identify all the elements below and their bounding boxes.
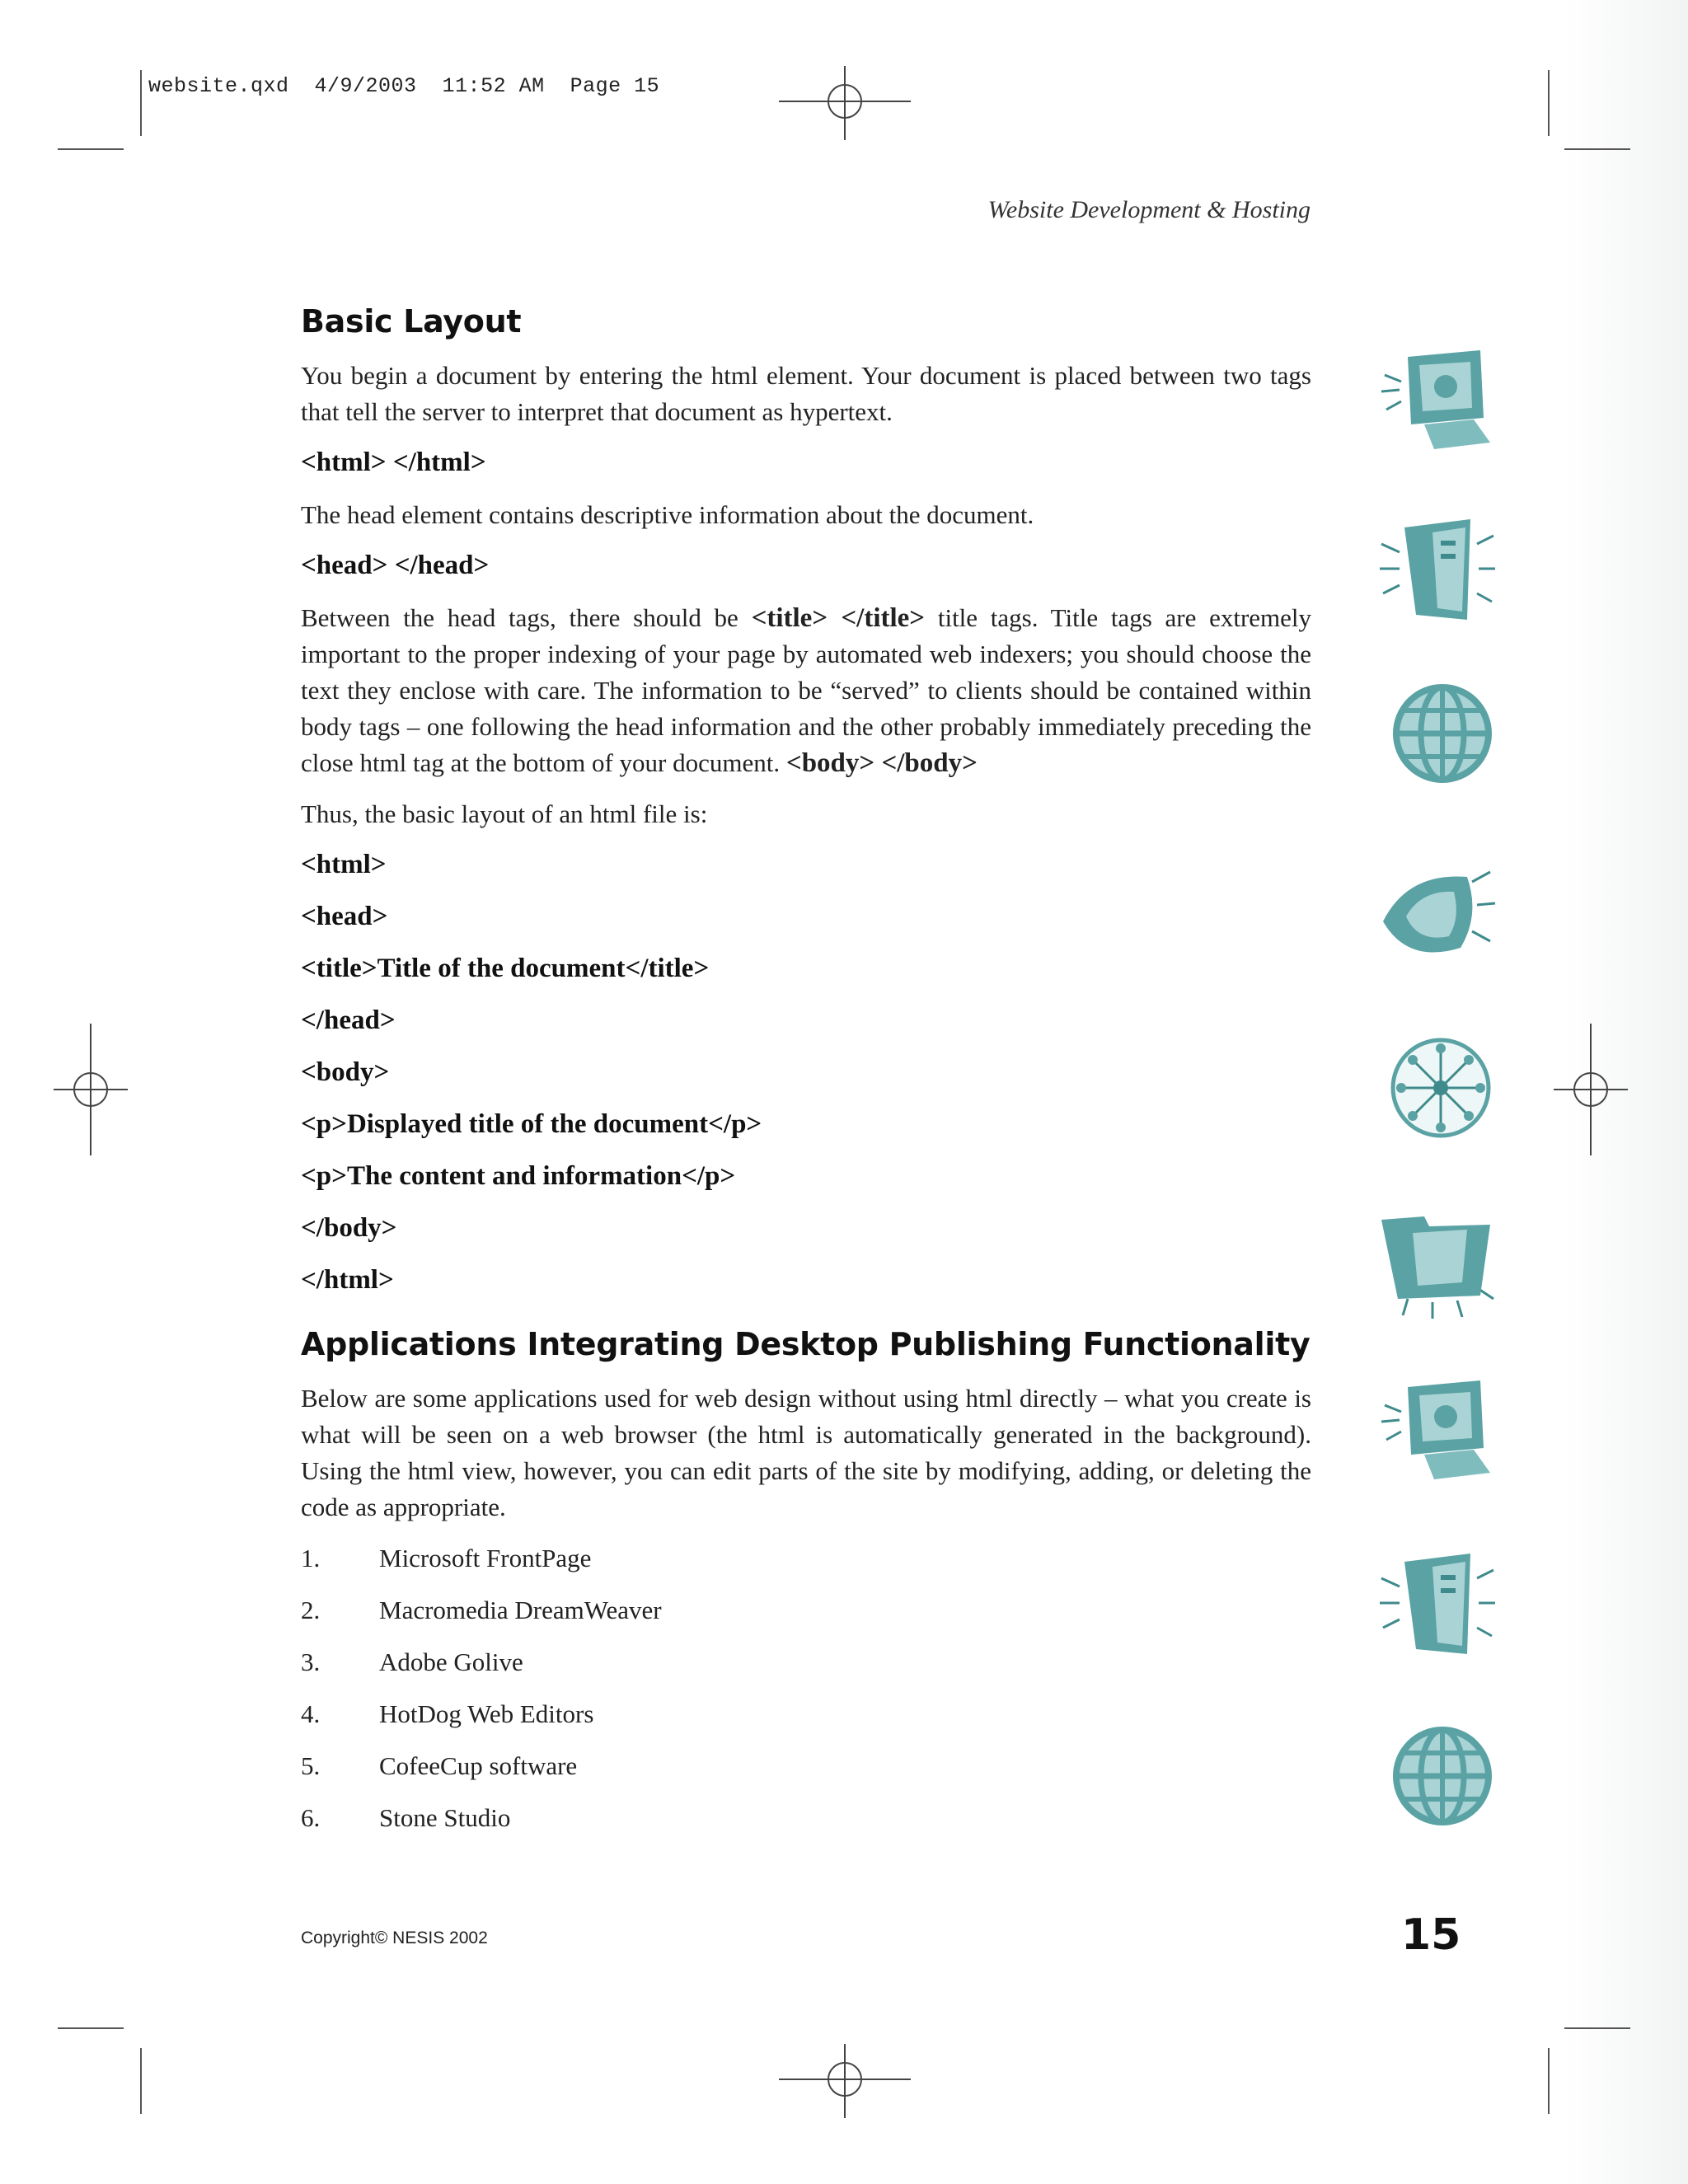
code-line: <html> <box>301 850 387 879</box>
crop-mark <box>1548 70 1550 136</box>
paragraph: Below are some applications used for web design without using html directly – what you create is what will be seen on a web browser (the html is automatically generated in the background). Using the html view, however, you can edit parts of the site by modifying, adding, or deleting the code as appropriate. <box>301 1384 1311 1521</box>
list-number: 3. <box>301 1647 321 1676</box>
list-text: HotDog Web Editors <box>379 1699 594 1728</box>
inline-code: <title> </title> <box>751 603 926 633</box>
printer-slug: website.qxd 4/9/2003 11:52 AM Page 15 <box>148 74 660 98</box>
list-number: 5. <box>301 1751 321 1780</box>
copyright-notice: Copyright© NESIS 2002 <box>301 1929 488 1947</box>
crop-mark <box>140 70 142 136</box>
list-number: 2. <box>301 1596 321 1624</box>
crop-mark <box>1564 148 1630 150</box>
registration-mark-left <box>49 1022 132 1158</box>
list-number: 1. <box>301 1544 321 1572</box>
list-text: Macromedia DreamWeaver <box>379 1596 662 1624</box>
folder-icon <box>1375 1203 1498 1319</box>
monitor-icon <box>1375 857 1498 972</box>
paragraph: You begin a document by entering the html element. Your document is placed between two tags that tell the server to interpret that document as hypertext. <box>301 361 1311 426</box>
list-item <box>301 1748 1311 1783</box>
paragraph: Thus, the basic layout of an html file is: <box>301 799 708 828</box>
registration-mark-top <box>775 62 915 144</box>
code-line: <p>Displayed title of the document</p> <box>301 1109 762 1139</box>
paragraph-text: Between the head tags, there should be <box>301 603 752 632</box>
crop-mark <box>1548 2048 1550 2114</box>
crop-mark <box>58 2027 124 2029</box>
list-text: CofeeCup software <box>379 1751 578 1780</box>
code-line: </head> <box>301 1005 396 1035</box>
running-head: Website Development & Hosting <box>987 196 1311 223</box>
code-line: <head> </head> <box>301 551 490 580</box>
list-item <box>301 1696 1311 1732</box>
code-line: <title>Title of the document</title> <box>301 954 710 983</box>
network-icon <box>1375 1030 1498 1146</box>
crop-mark <box>1564 2027 1630 2029</box>
paragraph <box>301 600 1311 781</box>
globe-icon <box>1375 676 1498 791</box>
list-number: 4. <box>301 1699 321 1728</box>
computer-icon <box>1375 342 1498 457</box>
code-line: </body> <box>301 1213 397 1243</box>
inline-code: <body> </body> <box>785 748 978 778</box>
side-icon-column <box>1375 0 1498 2184</box>
list-text: Adobe Golive <box>379 1647 523 1676</box>
code-line: </html> <box>301 1265 394 1295</box>
paragraph: The head element contains descriptive information about the document. <box>301 500 1034 529</box>
section-heading-applications: Applications Integrating Desktop Publishing Functionality <box>301 1326 1311 1362</box>
list-item <box>301 1800 1311 1835</box>
crop-mark <box>58 148 124 150</box>
application-list <box>301 1540 1311 1835</box>
globe-icon <box>1375 1718 1498 1834</box>
server-icon <box>1375 511 1498 626</box>
list-item <box>301 1644 1311 1680</box>
html-layout-example <box>301 847 1311 1298</box>
list-item <box>301 1540 1311 1576</box>
paragraph-text: title tags. Title tags are extremely important to the proper indexing of your page by automated web indexers; you should choose the text they enclose with care. The information to be “served” to clients should be contained within body tags – one following the head information and the other probably immediately preceding the close html tag at the bottom of your document. <box>301 603 1312 777</box>
code-line: <p>The content and information</p> <box>301 1161 736 1191</box>
crop-mark <box>140 2048 142 2114</box>
page-content <box>301 303 1311 1852</box>
section-heading-basic-layout: Basic Layout <box>301 303 522 340</box>
list-number: 6. <box>301 1803 321 1832</box>
code-line: <head> <box>301 902 388 931</box>
page-number: 15 <box>1401 1910 1461 1960</box>
registration-mark-bottom <box>775 2040 915 2122</box>
list-item <box>301 1592 1311 1628</box>
list-text: Microsoft FrontPage <box>379 1544 592 1572</box>
code-line: <body> <box>301 1057 390 1087</box>
list-text: Stone Studio <box>379 1803 511 1832</box>
registration-mark-right <box>1550 1022 1632 1158</box>
server-icon <box>1375 1545 1498 1661</box>
code-line: <html> </html> <box>301 448 486 477</box>
computer-icon <box>1375 1372 1498 1488</box>
